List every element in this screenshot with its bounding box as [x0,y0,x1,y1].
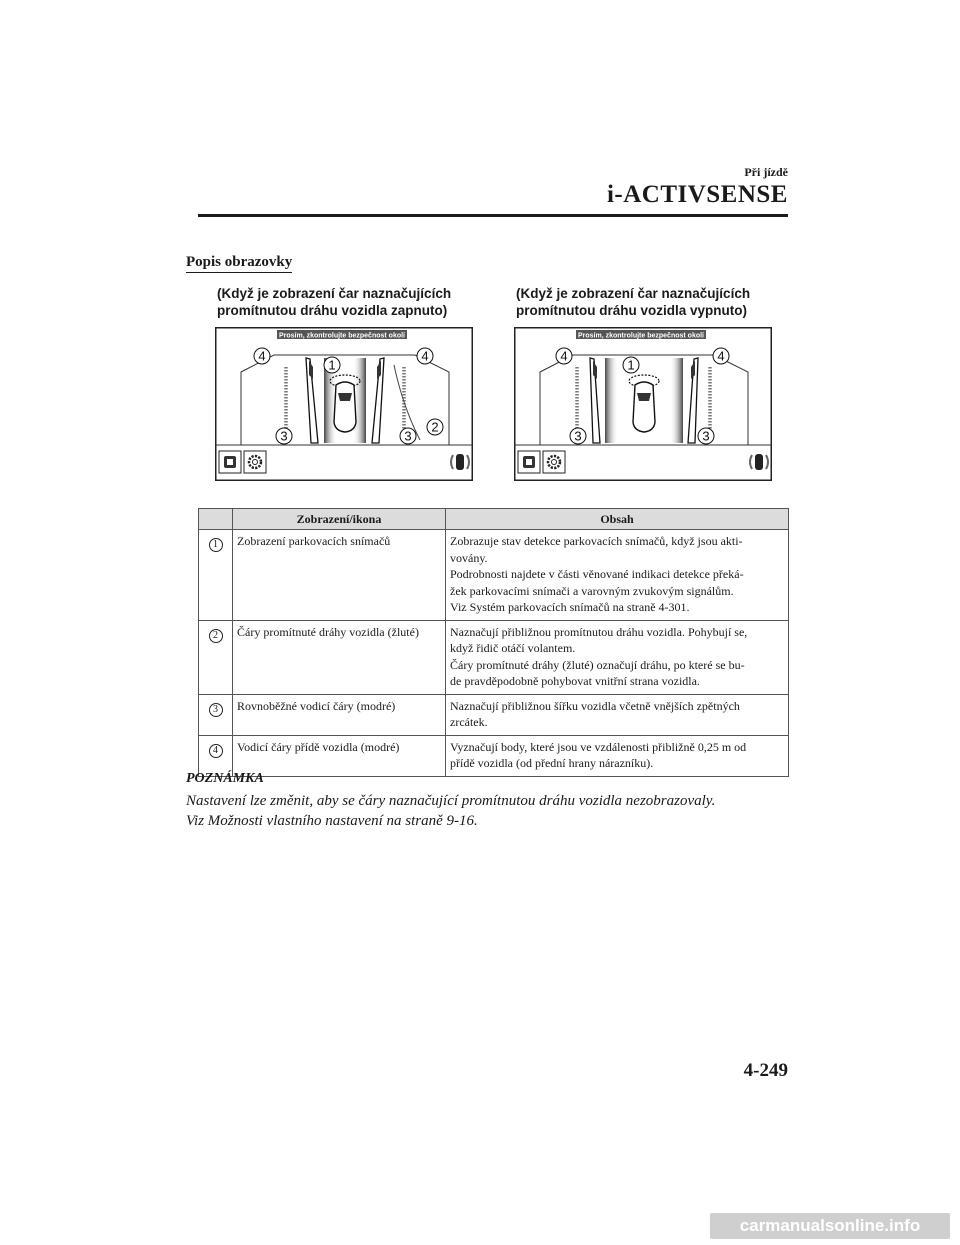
row-content: Naznačují přibližnou šířku vozidla včetně vnějších zpětných zrcátek. [446,694,789,735]
row-name: Vodicí čáry přídě vozidla (modré) [233,735,446,776]
svg-text:3: 3 [404,428,412,444]
row-content: Naznačují přibližnou promítnutou dráhu vozidla. Pohybují se, když řidič otáčí volantem. Čáry promítnuté dráhy (žluté) označují dráhu, po které se bu- de pravděpodobně pohybovat vnitřní strana vozidla. [446,620,789,694]
table-header-row [199,509,789,530]
view-switch-icon[interactable] [219,451,241,473]
svg-text:3: 3 [702,428,710,444]
display-icon-table [198,508,789,777]
section-label: Při jízdě [744,165,788,179]
watermark-link[interactable]: carmanualsonline.info [710,1213,950,1239]
screen-caption-on: (Když je zobrazení čar naznačujících promítnutou dráhu vozidla zapnuto) [217,286,452,318]
svg-text:1: 1 [627,357,635,373]
svg-text:3: 3 [574,428,582,444]
camera-screen-path-on [215,327,473,481]
callout-number: 4 [209,744,223,758]
callout-number: 2 [209,629,223,643]
note-title: POZNÁMKA [186,771,264,786]
row-name: Rovnoběžné vodicí čáry (modré) [233,694,446,735]
row-name: Zobrazení parkovacích snímačů [233,530,446,621]
row-name: Čáry promítnuté dráhy vozidla (žluté) [233,620,446,694]
settings-icon[interactable] [244,451,266,473]
callout-number: 3 [209,703,223,717]
header-rule [198,214,788,217]
section-title: Popis obrazovky [186,254,292,273]
svg-text:4: 4 [560,348,568,364]
svg-text:4: 4 [717,348,725,364]
svg-text:4: 4 [421,348,429,364]
screen-caption-off: (Když je zobrazení čar naznačujících promítnutou dráhu vozidla vypnuto) [516,286,751,318]
settings-icon[interactable] [543,451,565,473]
table-row [199,530,789,621]
col-display-icon: Zobrazení/ikona [233,509,446,530]
row-content: Zobrazuje stav detekce parkovacích snímačů, když jsou akti- vovány. Podrobnosti najdete v části věnované indikaci detekce překá- žek parkovacími snímači a varovným zvukovým signálům. Viz Systém parkovacích snímačů na straně 4-301. [446,530,789,621]
col-content: Obsah [446,509,789,530]
svg-text:Prosím, zkontrolujte bezpečnos: Prosím, zkontrolujte bezpečnost okolí [577,332,705,340]
page-number: 4-249 [743,1060,788,1081]
table-row [199,735,789,776]
table-row [199,694,789,735]
svg-text:2: 2 [431,419,439,435]
camera-screen-path-off [514,327,772,481]
col-num [199,509,233,530]
svg-text:1: 1 [328,357,336,373]
svg-text:Prosím, zkontrolujte bezpečnos: Prosím, zkontrolujte bezpečnost okolí [278,332,406,340]
row-content: Vyznačují body, které jsou ve vzdálenosti přibližně 0,25 m od přídě vozidla (od přední hrany nárazníku). [446,735,789,776]
note-text: Nastavení lze změnit, aby se čáry naznačující promítnutou dráhu vozidla nezobrazovaly. Viz Možnosti vlastního nastavení na straně 9-16. [186,793,716,829]
table-row [199,620,789,694]
svg-text:3: 3 [280,428,288,444]
callout-number: 1 [209,538,223,552]
svg-text:4: 4 [258,348,266,364]
chapter-title: i-ACTIVSENSE [606,181,788,208]
view-switch-icon[interactable] [518,451,540,473]
